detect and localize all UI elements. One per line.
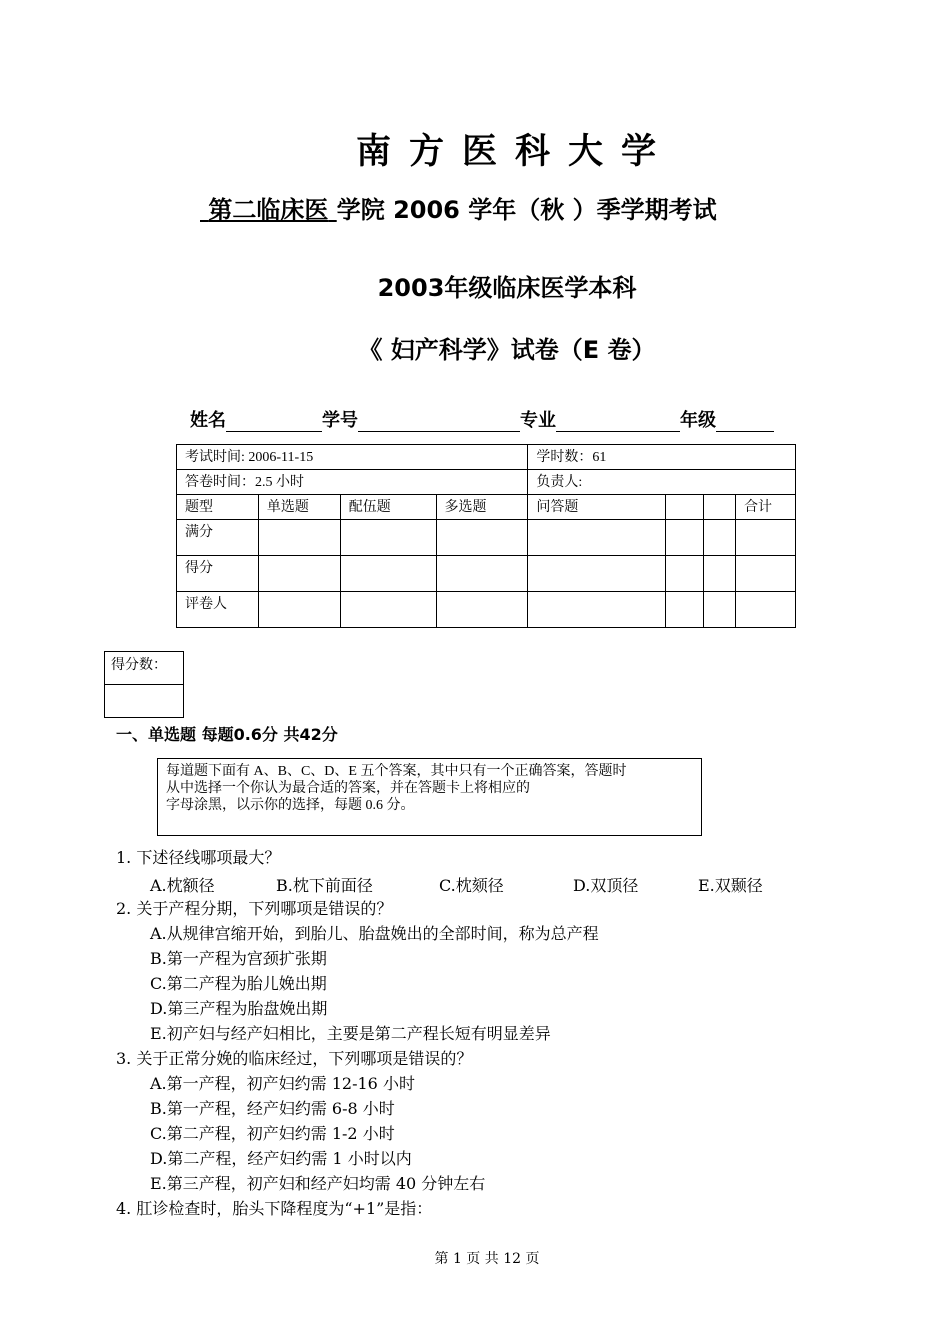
q1-option-d[interactable]: D.双顶径 [573, 876, 639, 895]
score-cell[interactable] [736, 592, 796, 628]
section1-title: 一、单选题 每题0.6分 共42分 [116, 725, 338, 744]
grade-blank[interactable] [716, 413, 774, 432]
section-score-box [104, 651, 184, 718]
paper-title: 《 妇产科学》试卷（E 卷） [358, 336, 656, 364]
instructions-line: 字母涂黑，以示你的选择，每题 0.6 分。 [166, 798, 415, 813]
row-label: 评卷人 [177, 592, 259, 628]
question-2-stem: 2. 关于产程分期，下列哪项是错误的？ [116, 899, 393, 918]
q2-option-e[interactable]: E.初产妇与经产妇相比，主要是第二产程长短有明显差异 [150, 1024, 551, 1043]
table-row [177, 592, 796, 628]
score-cell[interactable] [528, 520, 666, 556]
score-cell[interactable] [340, 592, 436, 628]
table-row [177, 556, 796, 592]
q1-option-a[interactable]: A.枕额径 [150, 876, 215, 895]
score-cell[interactable] [736, 520, 796, 556]
q2-option-c[interactable]: C.第二产程为胎儿娩出期 [150, 974, 327, 993]
hours-cell: 学时数：61 [528, 445, 796, 470]
score-cell[interactable] [436, 556, 528, 592]
header-cell [704, 495, 736, 520]
answer-time-cell: 答卷时间：2.5 小时 [177, 470, 528, 495]
q2-option-b[interactable]: B.第一产程为宫颈扩张期 [150, 949, 327, 968]
responsible-cell: 负责人: [528, 470, 796, 495]
instructions-line: 从中选择一个你认为最合适的答案，并在答题卡上将相应的 [166, 781, 530, 796]
name-blank[interactable] [226, 413, 322, 432]
score-cell[interactable] [340, 520, 436, 556]
q2-option-d[interactable]: D.第三产程为胎盘娩出期 [150, 999, 328, 1018]
college-name: 第二临床医 [208, 196, 329, 224]
score-cell[interactable] [528, 556, 666, 592]
student-id-blank[interactable] [358, 413, 520, 432]
instructions-line: 每道题下面有 A、B、C、D、E 五个答案，其中只有一个正确答案，答题时 [166, 764, 627, 779]
major-blank[interactable] [556, 413, 680, 432]
student-info-row [190, 406, 774, 432]
q1-option-e[interactable]: E.双颞径 [698, 876, 763, 895]
q3-option-a[interactable]: A.第一产程，初产妇约需 12-16 小时 [150, 1074, 415, 1093]
question-1-stem: 1. 下述径线哪项最大？ [116, 848, 281, 867]
exam-time-cell: 考试时间: 2006-11-15 [177, 445, 528, 470]
header-cell [666, 495, 704, 520]
university-title: 南方医科大学 [355, 132, 674, 172]
student-id-label: 学号 [322, 410, 358, 431]
major-label: 专业 [520, 410, 556, 431]
score-box-input[interactable] [105, 685, 184, 718]
score-cell[interactable] [436, 592, 528, 628]
score-cell[interactable] [666, 556, 704, 592]
score-cell[interactable] [736, 556, 796, 592]
score-cell[interactable] [258, 520, 340, 556]
q3-option-b[interactable]: B.第一产程，经产妇约需 6-8 小时 [150, 1099, 395, 1118]
row-label: 得分 [177, 556, 259, 592]
q3-option-c[interactable]: C.第二产程，初产妇约需 1-2 小时 [150, 1124, 395, 1143]
score-cell[interactable] [436, 520, 528, 556]
score-cell[interactable] [258, 592, 340, 628]
header-cell: 题型 [177, 495, 259, 520]
score-cell[interactable] [666, 520, 704, 556]
q1-option-b[interactable]: B.枕下前面径 [276, 876, 373, 895]
header-cell: 问答题 [528, 495, 666, 520]
header-cell: 单选题 [258, 495, 340, 520]
exam-term: 学院 2006 学年（秋 ）季学期考试 [336, 196, 717, 224]
table-header-row [177, 495, 796, 520]
q2-option-a[interactable]: A.从规律宫缩开始，到胎儿、胎盘娩出的全部时间，称为总产程 [150, 924, 599, 943]
q1-option-c[interactable]: C.枕颏径 [439, 876, 504, 895]
grade-line: 2003年级临床医学本科 [377, 274, 637, 302]
score-cell[interactable] [528, 592, 666, 628]
score-cell[interactable] [704, 520, 736, 556]
table-row [177, 520, 796, 556]
exam-header [200, 190, 717, 225]
score-cell[interactable] [666, 592, 704, 628]
row-label: 满分 [177, 520, 259, 556]
instructions-box [157, 758, 702, 836]
q3-option-e[interactable]: E.第三产程，初产妇和经产妇均需 40 分钟左右 [150, 1174, 486, 1193]
header-cell: 多选题 [436, 495, 528, 520]
grade-label: 年级 [680, 410, 716, 431]
exam-info-table [176, 444, 796, 628]
score-cell[interactable] [258, 556, 340, 592]
score-cell[interactable] [704, 556, 736, 592]
name-label: 姓名 [190, 410, 226, 431]
page-footer: 第 1 页 共 12 页 [434, 1251, 540, 1267]
score-cell[interactable] [704, 592, 736, 628]
q3-option-d[interactable]: D.第二产程，经产妇约需 1 小时以内 [150, 1149, 412, 1168]
score-box-label: 得分数： [105, 652, 184, 685]
header-cell: 配伍题 [340, 495, 436, 520]
score-cell[interactable] [340, 556, 436, 592]
question-4-stem: 4. 肛诊检查时，胎头下降程度为“+1”是指： [116, 1199, 433, 1218]
header-cell: 合计 [736, 495, 796, 520]
question-3-stem: 3. 关于正常分娩的临床经过，下列哪项是错误的？ [116, 1049, 473, 1068]
